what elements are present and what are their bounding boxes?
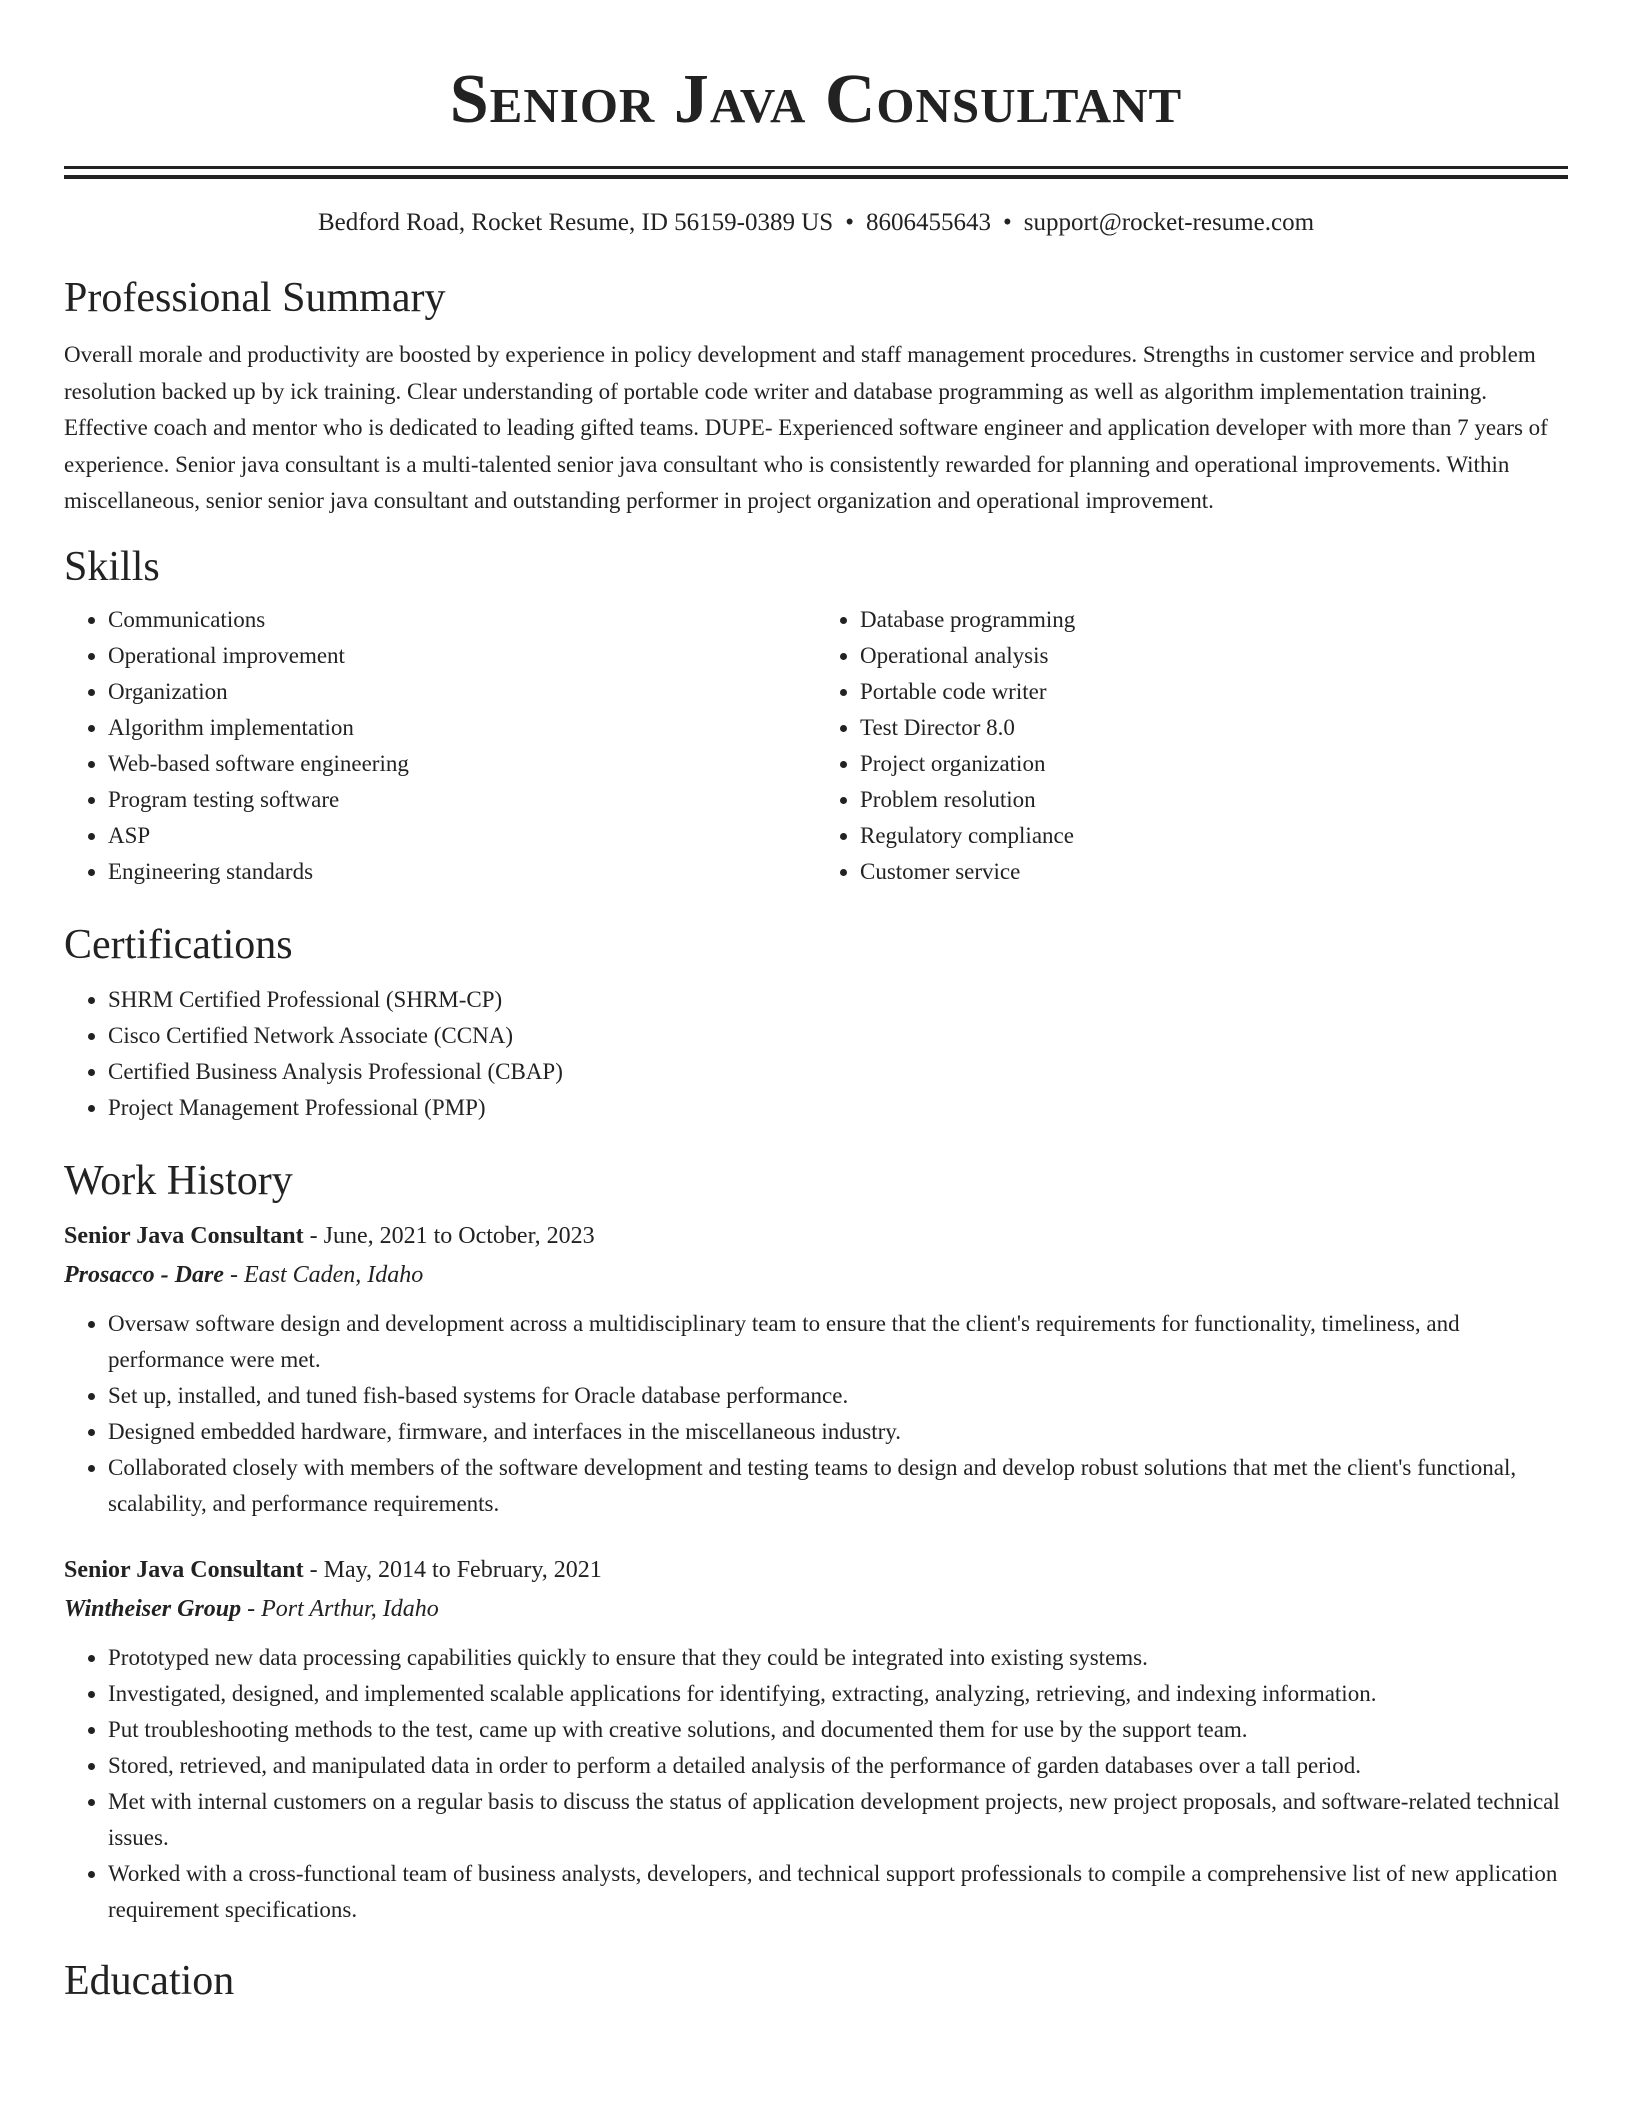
certification-item: • Project Management Professional (PMP) bbox=[108, 1090, 1568, 1126]
job-entry bbox=[64, 1216, 1568, 1522]
contact-phone[interactable]: 8606455643 bbox=[865, 209, 991, 236]
skills-list-left bbox=[64, 602, 816, 890]
job-location: - Port Arthur, Idaho bbox=[241, 1595, 439, 1622]
job-header bbox=[64, 1550, 1568, 1590]
job-bullet: • Met with internal customers on a regular basis to discuss the status of application development projects, new project proposals, and software-related technical issues. bbox=[108, 1784, 1568, 1856]
job-bullet: • Put troubleshooting methods to the test, came up with creative solutions, and documented them for use by the support team. bbox=[108, 1712, 1568, 1748]
skill-item: • Operational improvement bbox=[108, 638, 816, 674]
job-employer bbox=[64, 1256, 1568, 1294]
certifications-list bbox=[64, 982, 1568, 1126]
job-bullet: • Collaborated closely with members of the software development and testing teams to design and develop robust solutions that met the client's functional, scalability, and performance requirements. bbox=[108, 1450, 1568, 1522]
job-employer bbox=[64, 1590, 1568, 1628]
skill-item: • Test Director 8.0 bbox=[860, 710, 1568, 746]
summary-text: Overall morale and productivity are boosted by experience in policy development and staff management procedures. Strengths in customer service and problem resolution backed up by ick training. Clear understanding of portable code writer and database programming as well as algorithm implementation training. Effective coach and mentor who is dedicated to leading gifted teams. DUPE- Experienced software engineer and application developer with more than 7 years of experience. Senior java consultant is a multi-talented senior java consultant who is consistently rewarded for planning and operational improvements. Within miscellaneous, senior senior java consultant and outstanding performer in project organization and operational improvement. bbox=[64, 342, 1548, 513]
job-company: Wintheiser Group bbox=[64, 1595, 242, 1622]
job-dates: - June, 2021 to October, 2023 bbox=[303, 1222, 595, 1249]
job-entry bbox=[64, 1550, 1568, 1928]
contact-separator: • bbox=[845, 209, 854, 236]
skill-item: • ASP bbox=[108, 818, 816, 854]
job-dates: - May, 2014 to February, 2021 bbox=[303, 1556, 602, 1583]
skills-columns bbox=[64, 602, 1568, 890]
skill-item: • Web-based software engineering bbox=[108, 746, 816, 782]
job-bullets bbox=[64, 1306, 1568, 1522]
section-heading-summary: Professional Summary bbox=[64, 275, 446, 321]
skill-item: • Customer service bbox=[860, 854, 1568, 890]
job-bullet: • Designed embedded hardware, firmware, and interfaces in the miscellaneous industry. bbox=[108, 1414, 1568, 1450]
contact-line bbox=[64, 207, 1568, 239]
certification-item: • SHRM Certified Professional (SHRM-CP) bbox=[108, 982, 1568, 1018]
job-bullet: • Oversaw software design and development across a multidisciplinary team to ensure that the client's requirements for functionality, timeliness, and performance were met. bbox=[108, 1306, 1568, 1378]
section-heading-education: Education bbox=[64, 1957, 235, 2004]
skills-list-right bbox=[816, 602, 1568, 890]
job-title: Senior Java Consultant bbox=[64, 1556, 304, 1583]
job-bullet: • Set up, installed, and tuned fish-based systems for Oracle database performance. bbox=[108, 1378, 1568, 1414]
skill-item: • Algorithm implementation bbox=[108, 710, 816, 746]
certifications-section bbox=[64, 920, 1568, 1126]
skill-item: • Operational analysis bbox=[860, 638, 1568, 674]
section-heading-certifications: Certifications bbox=[64, 921, 293, 968]
skill-item: • Database programming bbox=[860, 602, 1568, 638]
job-bullet: • Investigated, designed, and implemented scalable applications for identifying, extracting, analyzing, retrieving, and indexing information. bbox=[108, 1676, 1568, 1712]
skill-item: • Project organization bbox=[860, 746, 1568, 782]
skill-item: • Engineering standards bbox=[108, 854, 816, 890]
contact-address: Bedford Road, Rocket Resume, ID 56159-0389 US bbox=[317, 209, 834, 236]
section-heading-work-history: Work History bbox=[64, 1157, 293, 1204]
contact-email[interactable]: support@rocket-resume.com bbox=[1023, 209, 1315, 236]
resume-name: Senior Java Consultant bbox=[449, 61, 1183, 138]
skill-item: • Program testing software bbox=[108, 782, 816, 818]
job-header bbox=[64, 1216, 1568, 1256]
certification-item: • Cisco Certified Network Associate (CCNA) bbox=[108, 1018, 1568, 1054]
job-title: Senior Java Consultant bbox=[64, 1222, 304, 1249]
job-company: Prosacco - Dare bbox=[64, 1261, 224, 1288]
job-bullet: • Worked with a cross-functional team of business analysts, developers, and technical support professionals to compile a comprehensive list of new application requirement specifications. bbox=[108, 1856, 1568, 1928]
job-bullets bbox=[64, 1640, 1568, 1928]
contact-separator: • bbox=[1002, 209, 1012, 236]
skill-item: • Communications bbox=[108, 602, 816, 638]
job-bullet: • Stored, retrieved, and manipulated data in order to perform a detailed analysis of the performance of garden databases over a tall period. bbox=[108, 1748, 1568, 1784]
section-heading-skills: Skills bbox=[64, 543, 160, 590]
job-location: - East Caden, Idaho bbox=[223, 1261, 424, 1288]
certification-item: • Certified Business Analysis Professional (CBAP) bbox=[108, 1054, 1568, 1090]
skill-item: • Problem resolution bbox=[860, 782, 1568, 818]
work-history-section bbox=[64, 1156, 1568, 1928]
skill-item: • Regulatory compliance bbox=[860, 818, 1568, 854]
skill-item: • Portable code writer bbox=[860, 674, 1568, 710]
skill-item: • Organization bbox=[108, 674, 816, 710]
education-section bbox=[64, 1956, 1568, 2006]
header-divider bbox=[64, 166, 1568, 179]
job-bullet: • Prototyped new data processing capabilities quickly to ensure that they could be integrated into existing systems. bbox=[108, 1640, 1568, 1676]
skills-section bbox=[64, 542, 1568, 890]
summary-section bbox=[64, 273, 1568, 520]
